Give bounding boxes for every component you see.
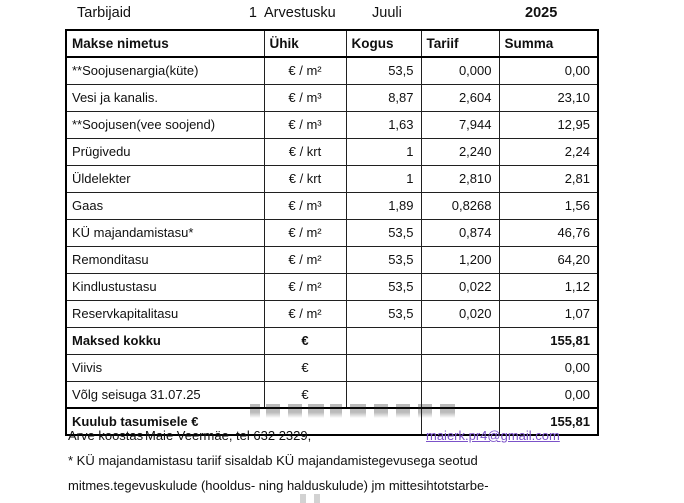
payment-tariff: 1,200 — [421, 246, 499, 273]
payment-sum: 0,00 — [499, 381, 598, 408]
payment-sum: 0,00 — [499, 354, 598, 381]
payment-sum: 155,81 — [499, 327, 598, 354]
payment-quantity: 53,5 — [346, 246, 421, 273]
payment-unit: € / m³ — [264, 84, 346, 111]
line-item-row — [66, 111, 598, 138]
payment-unit: € — [264, 327, 346, 354]
payment-tariff — [421, 354, 499, 381]
line-item-row — [66, 300, 598, 327]
footnote-line-2: mitmes.tegevuskulude (hooldus- ning halduskulude) jm mittesihtotstarbe- — [68, 478, 489, 493]
invoice-author-contact: Maie Veermäe, tel 632 2329, — [145, 428, 312, 443]
line-item-row — [66, 219, 598, 246]
payment-tariff: 2,604 — [421, 84, 499, 111]
payment-sum: 23,10 — [499, 84, 598, 111]
payment-sum: 2,24 — [499, 138, 598, 165]
payment-unit: € / m³ — [264, 192, 346, 219]
payment-tariff: 0,874 — [421, 219, 499, 246]
payment-name: Kindlustustasu — [66, 273, 264, 300]
payment-name: KÜ majandamistasu* — [66, 219, 264, 246]
column-header-3: Kogus — [346, 30, 421, 57]
payment-quantity: 53,5 — [346, 57, 421, 84]
invoice-table — [65, 29, 599, 436]
payment-quantity: 1,89 — [346, 192, 421, 219]
payment-sum: 12,95 — [499, 111, 598, 138]
column-header-1: Makse nimetus — [66, 30, 264, 57]
payment-name: Prügivedu — [66, 138, 264, 165]
table-header-row — [66, 30, 598, 57]
payment-sum: 0,00 — [499, 57, 598, 84]
payment-tariff: 0,020 — [421, 300, 499, 327]
accounting-period-label: Arvestusku — [264, 5, 336, 21]
line-item-row — [66, 57, 598, 84]
payment-tariff — [421, 381, 499, 408]
payment-sum: 46,76 — [499, 219, 598, 246]
period-year: 2025 — [525, 5, 558, 21]
summary-row — [66, 381, 598, 408]
payment-sum: 1,12 — [499, 273, 598, 300]
invoice-author-label: Arve koostas — [68, 428, 144, 443]
summary-row — [66, 327, 598, 354]
payment-quantity: 8,87 — [346, 84, 421, 111]
payment-name: **Soojusenargia(küte) — [66, 57, 264, 84]
payment-name: Üldelekter — [66, 165, 264, 192]
payment-tariff: 7,944 — [421, 111, 499, 138]
consumers-count: 1 — [248, 5, 257, 21]
payment-tariff: 2,810 — [421, 165, 499, 192]
payment-quantity — [346, 354, 421, 381]
payment-sum: 2,81 — [499, 165, 598, 192]
consumers-label: Tarbijaid — [77, 5, 131, 21]
payment-name: Maksed kokku — [66, 327, 264, 354]
payment-unit: € — [264, 381, 346, 408]
payment-unit: € / m² — [264, 273, 346, 300]
payment-quantity: 1,63 — [346, 111, 421, 138]
payment-unit: € / krt — [264, 138, 346, 165]
line-item-row — [66, 192, 598, 219]
payment-quantity: 53,5 — [346, 300, 421, 327]
line-item-row — [66, 273, 598, 300]
payment-sum: 64,20 — [499, 246, 598, 273]
payment-name: Gaas — [66, 192, 264, 219]
payment-name: Võlg seisuga 31.07.25 — [66, 381, 264, 408]
line-item-row — [66, 84, 598, 111]
payment-quantity — [346, 381, 421, 408]
footer-notes — [68, 423, 684, 498]
payment-unit: € / m² — [264, 246, 346, 273]
payment-unit: € / m³ — [264, 111, 346, 138]
column-header-4: Tariif — [421, 30, 499, 57]
grand-total-sum: 155,81 — [499, 408, 598, 435]
payment-tariff — [421, 327, 499, 354]
payment-unit: € / krt — [264, 165, 346, 192]
payment-unit: € / m² — [264, 219, 346, 246]
footer-author-line — [68, 423, 684, 448]
payment-quantity: 1 — [346, 165, 421, 192]
payment-tariff: 2,240 — [421, 138, 499, 165]
payment-name: Viivis — [66, 354, 264, 381]
payment-tariff: 0,022 — [421, 273, 499, 300]
payment-quantity: 1 — [346, 138, 421, 165]
line-item-row — [66, 165, 598, 192]
payment-quantity — [346, 327, 421, 354]
payment-name: **Soojusen(vee soojend) — [66, 111, 264, 138]
payment-tariff: 0,8268 — [421, 192, 499, 219]
payment-quantity: 53,5 — [346, 273, 421, 300]
footnote-line-1: * KÜ majandamistasu tariif sisaldab KÜ majandamistegevusega seotud — [68, 453, 478, 468]
payment-unit: € — [264, 354, 346, 381]
grand-total-label: Kuulub tasumisele € — [66, 408, 421, 435]
payment-name: Remonditasu — [66, 246, 264, 273]
payment-sum: 1,56 — [499, 192, 598, 219]
payment-tariff: 0,000 — [421, 57, 499, 84]
payment-name: Vesi ja kanalis. — [66, 84, 264, 111]
payment-sum: 1,07 — [499, 300, 598, 327]
line-item-row — [66, 138, 598, 165]
payment-quantity: 53,5 — [346, 219, 421, 246]
summary-row — [66, 354, 598, 381]
document-title-row — [0, 0, 684, 27]
period-month: Juuli — [372, 5, 402, 21]
payment-unit: € / m² — [264, 57, 346, 84]
column-header-2: Ühik — [264, 30, 346, 57]
contact-email-link[interactable]: maierk.pr4@gmail.com — [426, 428, 560, 443]
column-header-5: Summa — [499, 30, 598, 57]
payment-name: Reservkapitalitasu — [66, 300, 264, 327]
line-item-row — [66, 246, 598, 273]
payment-unit: € / m² — [264, 300, 346, 327]
